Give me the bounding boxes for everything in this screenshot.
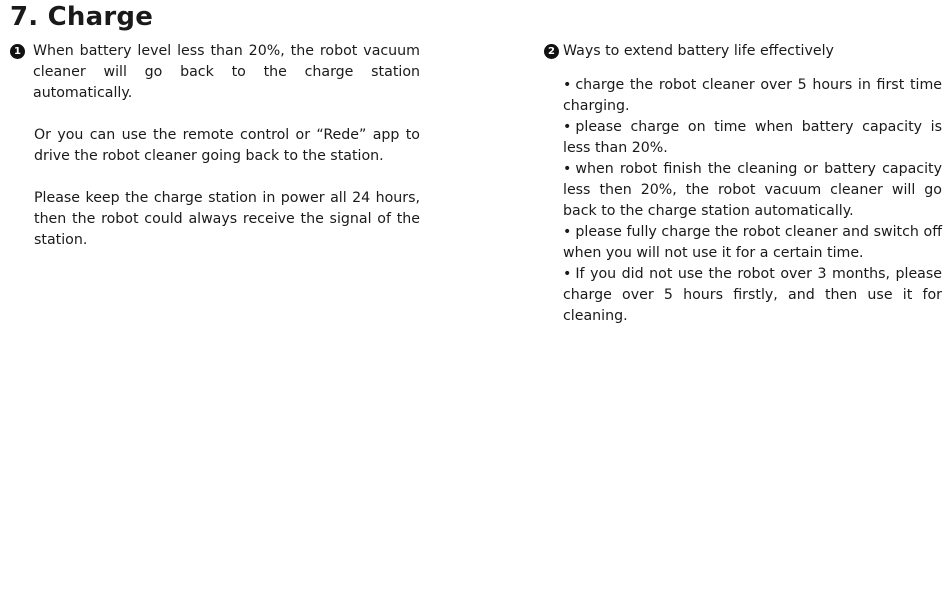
battery-tips-list <box>563 75 942 327</box>
keep-powered-paragraph: Please keep the charge station in power all 24 hours, then the robot could always receive the signal of the station. <box>34 190 420 248</box>
list-item: • when robot finish the cleaning or battery capacity less then 20%, the robot vacuum cleaner will go back to the charge station automatically. <box>563 161 942 219</box>
battery-life-section <box>544 41 942 327</box>
instruction-item-1 <box>10 41 420 104</box>
bullet-icon: • <box>563 161 572 177</box>
page-title: 7. Charge <box>10 2 154 32</box>
instruction-item-2 <box>544 41 942 62</box>
auto-return-paragraph: When battery level less than 20%, the robot vacuum cleaner will go back to the charge station automatically. <box>33 43 420 101</box>
number-one-badge-icon: 1 <box>10 44 25 59</box>
bullet-icon: • <box>563 119 572 135</box>
remote-control-paragraph: Or you can use the remote control or “Rede” app to drive the robot cleaner going back to the station. <box>34 127 420 164</box>
charge-instructions-section <box>10 41 420 251</box>
bullet-icon: • <box>563 77 572 93</box>
list-item: • please fully charge the robot cleaner and switch off when you will not use it for a certain time. <box>563 224 942 261</box>
list-item: • please charge on time when battery capacity is less than 20%. <box>563 119 942 156</box>
battery-life-heading: Ways to extend battery life effectively <box>563 43 834 59</box>
bullet-icon: • <box>563 266 572 282</box>
number-two-badge-icon: 2 <box>544 44 559 59</box>
list-item: • If you did not use the robot over 3 months, please charge over 5 hours firstly, and then use it for cleaning. <box>563 266 942 324</box>
bullet-icon: • <box>563 224 572 240</box>
list-item: • charge the robot cleaner over 5 hours in first time charging. <box>563 77 942 114</box>
